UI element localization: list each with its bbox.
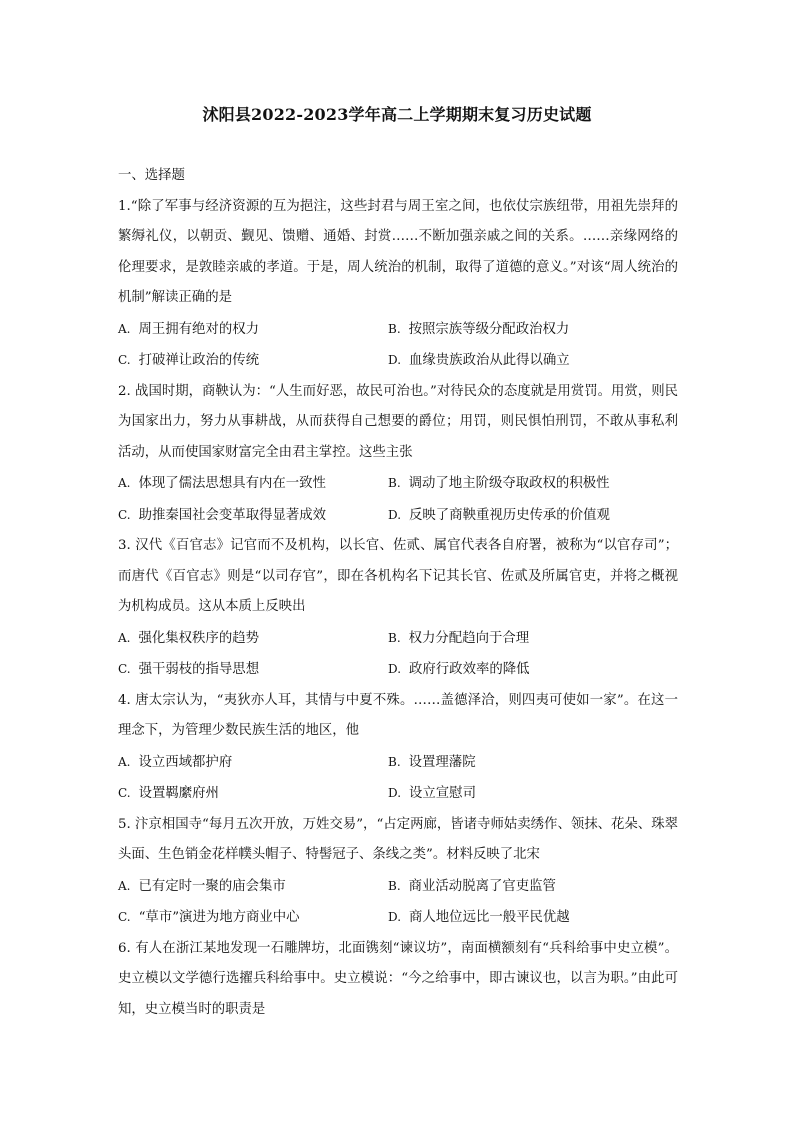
option-b: B. 权力分配趋向于合理 xyxy=(388,630,530,646)
question-list xyxy=(118,161,678,1025)
option-d: D. 设立宣慰司 xyxy=(388,786,476,801)
option-a: A. 强化集权秩序的趋势 xyxy=(118,630,259,646)
option-d: D. 反映了商鞅重视历史传承的价值观 xyxy=(388,507,610,523)
option-d: D. 政府行政效率的降低 xyxy=(388,662,530,677)
option-a: A. 周王拥有绝对的权力 xyxy=(118,321,259,337)
option-group xyxy=(118,314,678,377)
option-c: C. 设置羁縻府州 xyxy=(118,786,219,801)
option-a: A. 已有定时一聚的庙会集市 xyxy=(118,878,286,894)
question-stem: 6. 有人在浙江某地发现一石雕牌坊，北面镌刻“谏议坊”，南面横额刻有“兵科给事中史立模”。史立模以文学德行选擢兵科给事中。史立模说：“今之给事中，即古谏议也，以言为职。”由此可知，史立模当时的职责是 xyxy=(118,940,678,1017)
option-b: B. 调动了地主阶级夺取政权的积极性 xyxy=(388,476,610,491)
page-title: 沭阳县2022-2023学年高二上学期期末复习历史试题 xyxy=(202,105,592,124)
option-b: B. 商业活动脱离了官吏监管 xyxy=(388,878,556,894)
option-c: C. 打破禅让政治的传统 xyxy=(118,353,260,368)
option-group xyxy=(118,623,678,686)
option-c: C. “草市”演进为地方商业中心 xyxy=(118,910,300,925)
option-a: A. 设立西域都护府 xyxy=(118,754,233,770)
option-a: A. 体现了儒法思想具有内在一致性 xyxy=(118,476,326,491)
option-b: B. 按照宗族等级分配政治权力 xyxy=(388,321,570,337)
question-stem: 3. 汉代《百官志》记官而不及机构，以长官、佐贰、属官代表各自府署，被称为“以官存司”；而唐代《百官志》则是“以司存官”，即在各机构名下记其长官、佐贰及所属官吏，并将之概视为机构成员。这从本质上反映出 xyxy=(118,538,678,614)
question-stem: 4. 唐太宗认为，“夷狄亦人耳，其情与中夏不殊。……盖德泽洽，则四夷可使如一家”。在这一理念下，为管理少数民族生活的地区，他 xyxy=(118,692,678,738)
section-heading: 一、选择题 xyxy=(118,168,185,183)
question-stem: 5. 汴京相国寺“每月五次开放，万姓交易”，“占定两廊，皆诸寺师姑卖绣作、领抹、花朵、珠翠头面、生色销金花样幞头帽子、特髻冠子、条线之类”。材料反映了北宋 xyxy=(118,816,678,862)
option-c: C. 强干弱枝的指导思想 xyxy=(118,662,260,677)
option-group xyxy=(118,871,678,934)
option-b: B. 设置理藩院 xyxy=(388,754,476,770)
question-stem: 2. 战国时期，商鞅认为：“人生而好恶，故民可治也。”对待民众的态度就是用赏罚。用赏，则民为国家出力，努力从事耕战，从而获得自己想要的爵位；用罚，则民惧怕刑罚，不敢从事私利活动，从而使国家财富完全由君主掌控。这些主张 xyxy=(118,383,678,460)
option-group xyxy=(118,747,678,810)
option-c: C. 助推秦国社会变革取得显著成效 xyxy=(118,507,327,523)
option-d: D. 商人地位远比一般平民优越 xyxy=(388,910,570,925)
question-stem: 1.“除了军事与经济资源的互为挹注，这些封君与周王室之间，也依仗宗族纽带，用祖先崇拜的繁缛礼仪，以朝贡、觐见、馈赠、通婚、封赏……不断加强亲戚之间的关系。……亲缘网络的伦理要求，是敦睦亲戚的孝道。于是，周人统治的机制，取得了道德的意义。”对该“周人统治的机制”解读正确的是 xyxy=(118,198,678,305)
option-d: D. 血缘贵族政治从此得以确立 xyxy=(388,353,570,368)
option-group xyxy=(118,468,678,531)
